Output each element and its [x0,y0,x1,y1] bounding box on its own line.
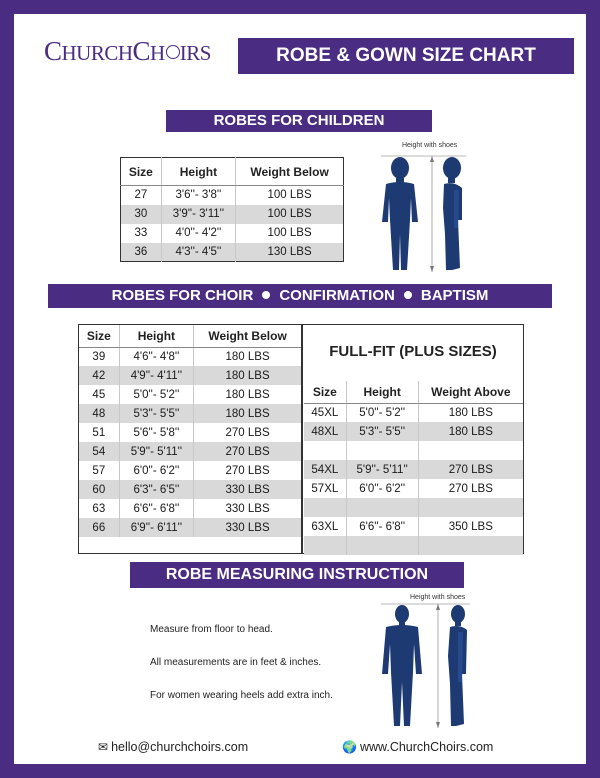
table-cell: 5'6''- 5'8'' [119,423,193,442]
table-cell: 4'6''- 4'8'' [119,347,193,366]
table-row [304,536,523,555]
plus-sizes-title: FULL-FIT (PLUS SIZES) [329,343,497,360]
table-cell: 330 LBS [194,480,301,499]
table-cell: 100 LBS [236,205,344,224]
column-header: Height [161,158,235,186]
table-row [304,441,523,460]
table-cell: 36 [121,243,162,262]
table-cell: 180 LBS [194,347,301,366]
table-cell: 4'3''- 4'5'' [161,243,235,262]
table-row [79,461,301,480]
table-cell [346,441,418,460]
child-front-icon [382,157,418,270]
table-cell [346,536,418,555]
table-cell: 4'9''- 4'11'' [119,366,193,385]
column-header: Size [79,325,119,347]
table-cell: 4'0''- 4'2'' [161,224,235,243]
table-cell: 5'0''- 5'2'' [119,385,193,404]
table-row [121,243,344,262]
table-cell: 270 LBS [418,460,523,479]
measuring-heading: ROBE MEASURING INSTRUCTION [130,562,464,588]
table-cell: 180 LBS [194,404,301,423]
table-row [304,422,523,441]
table-cell: 180 LBS [418,403,523,422]
children-heading: ROBES FOR CHILDREN [166,110,432,132]
table-row [79,347,301,366]
bullet-icon [262,291,270,299]
table-row [79,423,301,442]
table-cell: 270 LBS [194,423,301,442]
choir-size-table [79,325,301,537]
table-cell: 5'3''- 5'5'' [119,404,193,423]
table-cell: 45XL [311,406,339,419]
size-chart-page [14,14,586,764]
table-cell: 6'9''- 6'11'' [119,518,193,537]
table-cell: 5'9''- 5'11'' [119,442,193,461]
instruction-line: Measure from floor to head. [150,624,273,635]
table-row [79,480,301,499]
table-cell: 180 LBS [194,385,301,404]
table-cell: 180 LBS [418,422,523,441]
website-link[interactable]: 🌍 www.ChurchChoirs.com [342,740,494,754]
bullet-icon [404,291,412,299]
envelope-icon: ✉ [98,740,109,754]
table-cell: 54XL [304,460,346,479]
table-cell: 63 [92,502,106,515]
table-row [79,442,301,461]
table-cell: 30 [121,205,162,224]
column-header: Height [346,381,418,403]
column-header: Weight Below [236,158,344,186]
table-cell: 60 [79,480,119,499]
table-cell: 45 [92,388,106,401]
table-cell: 63XL [311,520,339,533]
page-title: ROBE & GOWN SIZE CHART [238,38,574,74]
table-cell [304,498,346,517]
logo-seal-icon [166,45,180,59]
table-cell: 180 LBS [194,366,301,385]
table-row [79,385,301,404]
table-row [304,460,523,479]
adult-silhouette-figure [376,600,496,730]
column-header: Size [121,158,162,186]
table-cell: 5'9''- 5'11'' [346,460,418,479]
table-row [304,517,523,536]
table-cell: 54 [79,442,119,461]
table-cell: 270 LBS [194,442,301,461]
figure-label: Height with shoes [402,142,458,149]
child-silhouette-figure [374,148,494,274]
table-cell: 27 [134,189,148,202]
table-cell [418,498,523,517]
table-cell: 6'3''- 6'5'' [119,480,193,499]
table-cell: 3'6''- 3'8'' [161,186,235,205]
table-cell: 66 [79,518,119,537]
email-contact[interactable]: ✉ hello@churchchoirs.com [98,740,249,754]
table-cell [304,441,346,460]
table-cell: 6'6''- 6'8'' [346,517,418,536]
table-cell: 5'0''- 5'2'' [346,403,418,422]
table-row [121,186,344,205]
table-cell: 48XL [304,422,346,441]
table-row [121,224,344,243]
table-cell: 33 [134,227,148,239]
choir-size-tables [78,324,524,554]
table-cell: 330 LBS [194,518,301,537]
table-cell: 51 [92,426,106,439]
table-row [304,498,523,517]
instruction-line: All measurements are in feet & inches. [150,657,322,668]
table-cell [304,536,346,555]
table-cell: 270 LBS [194,461,301,480]
table-cell: 6'6''- 6'8'' [119,499,193,518]
adult-side-icon [448,605,467,726]
table-cell: 100 LBS [236,224,344,243]
table-cell: 100 LBS [236,186,344,205]
table-cell [418,441,523,460]
table-row [121,205,344,224]
table-cell [346,498,418,517]
adult-front-icon [382,605,422,726]
globe-icon: 🌍 [342,740,357,754]
table-cell: 5'3''- 5'5'' [346,422,418,441]
table-row [79,518,301,537]
table-cell: 330 LBS [194,499,301,518]
table-cell: 350 LBS [418,517,523,536]
table-cell: 42 [79,366,119,385]
table-cell: 6'0''- 6'2'' [119,461,193,480]
table-cell: 57 [92,464,106,477]
column-header: Weight Below [194,325,301,347]
child-side-icon [443,157,462,270]
plus-size-table [304,381,523,555]
table-cell: 3'9''- 3'11'' [161,205,235,224]
children-size-table [120,157,344,262]
table-cell: 57XL [311,482,339,495]
table-cell: 270 LBS [418,479,523,498]
table-cell [418,536,523,555]
table-cell: 130 LBS [236,243,344,262]
column-header: Size [304,381,346,403]
column-header: Weight Above [418,381,523,403]
instruction-line: For women wearing heels add extra inch. [150,690,333,701]
table-row [79,404,301,423]
churchchoirs-logo: CHURCHCH IRS [44,36,211,66]
table-cell: 48 [79,404,119,423]
choir-heading: ROBES FOR CHOIR CONFIRMATION BAPTISM [48,284,552,308]
table-cell: 39 [92,350,106,363]
table-row [304,403,523,422]
table-row [304,479,523,498]
table-row [79,366,301,385]
table-cell: 6'0''- 6'2'' [346,479,418,498]
figure-label: Height with shoes [410,594,466,601]
column-header: Height [119,325,193,347]
table-row [79,499,301,518]
